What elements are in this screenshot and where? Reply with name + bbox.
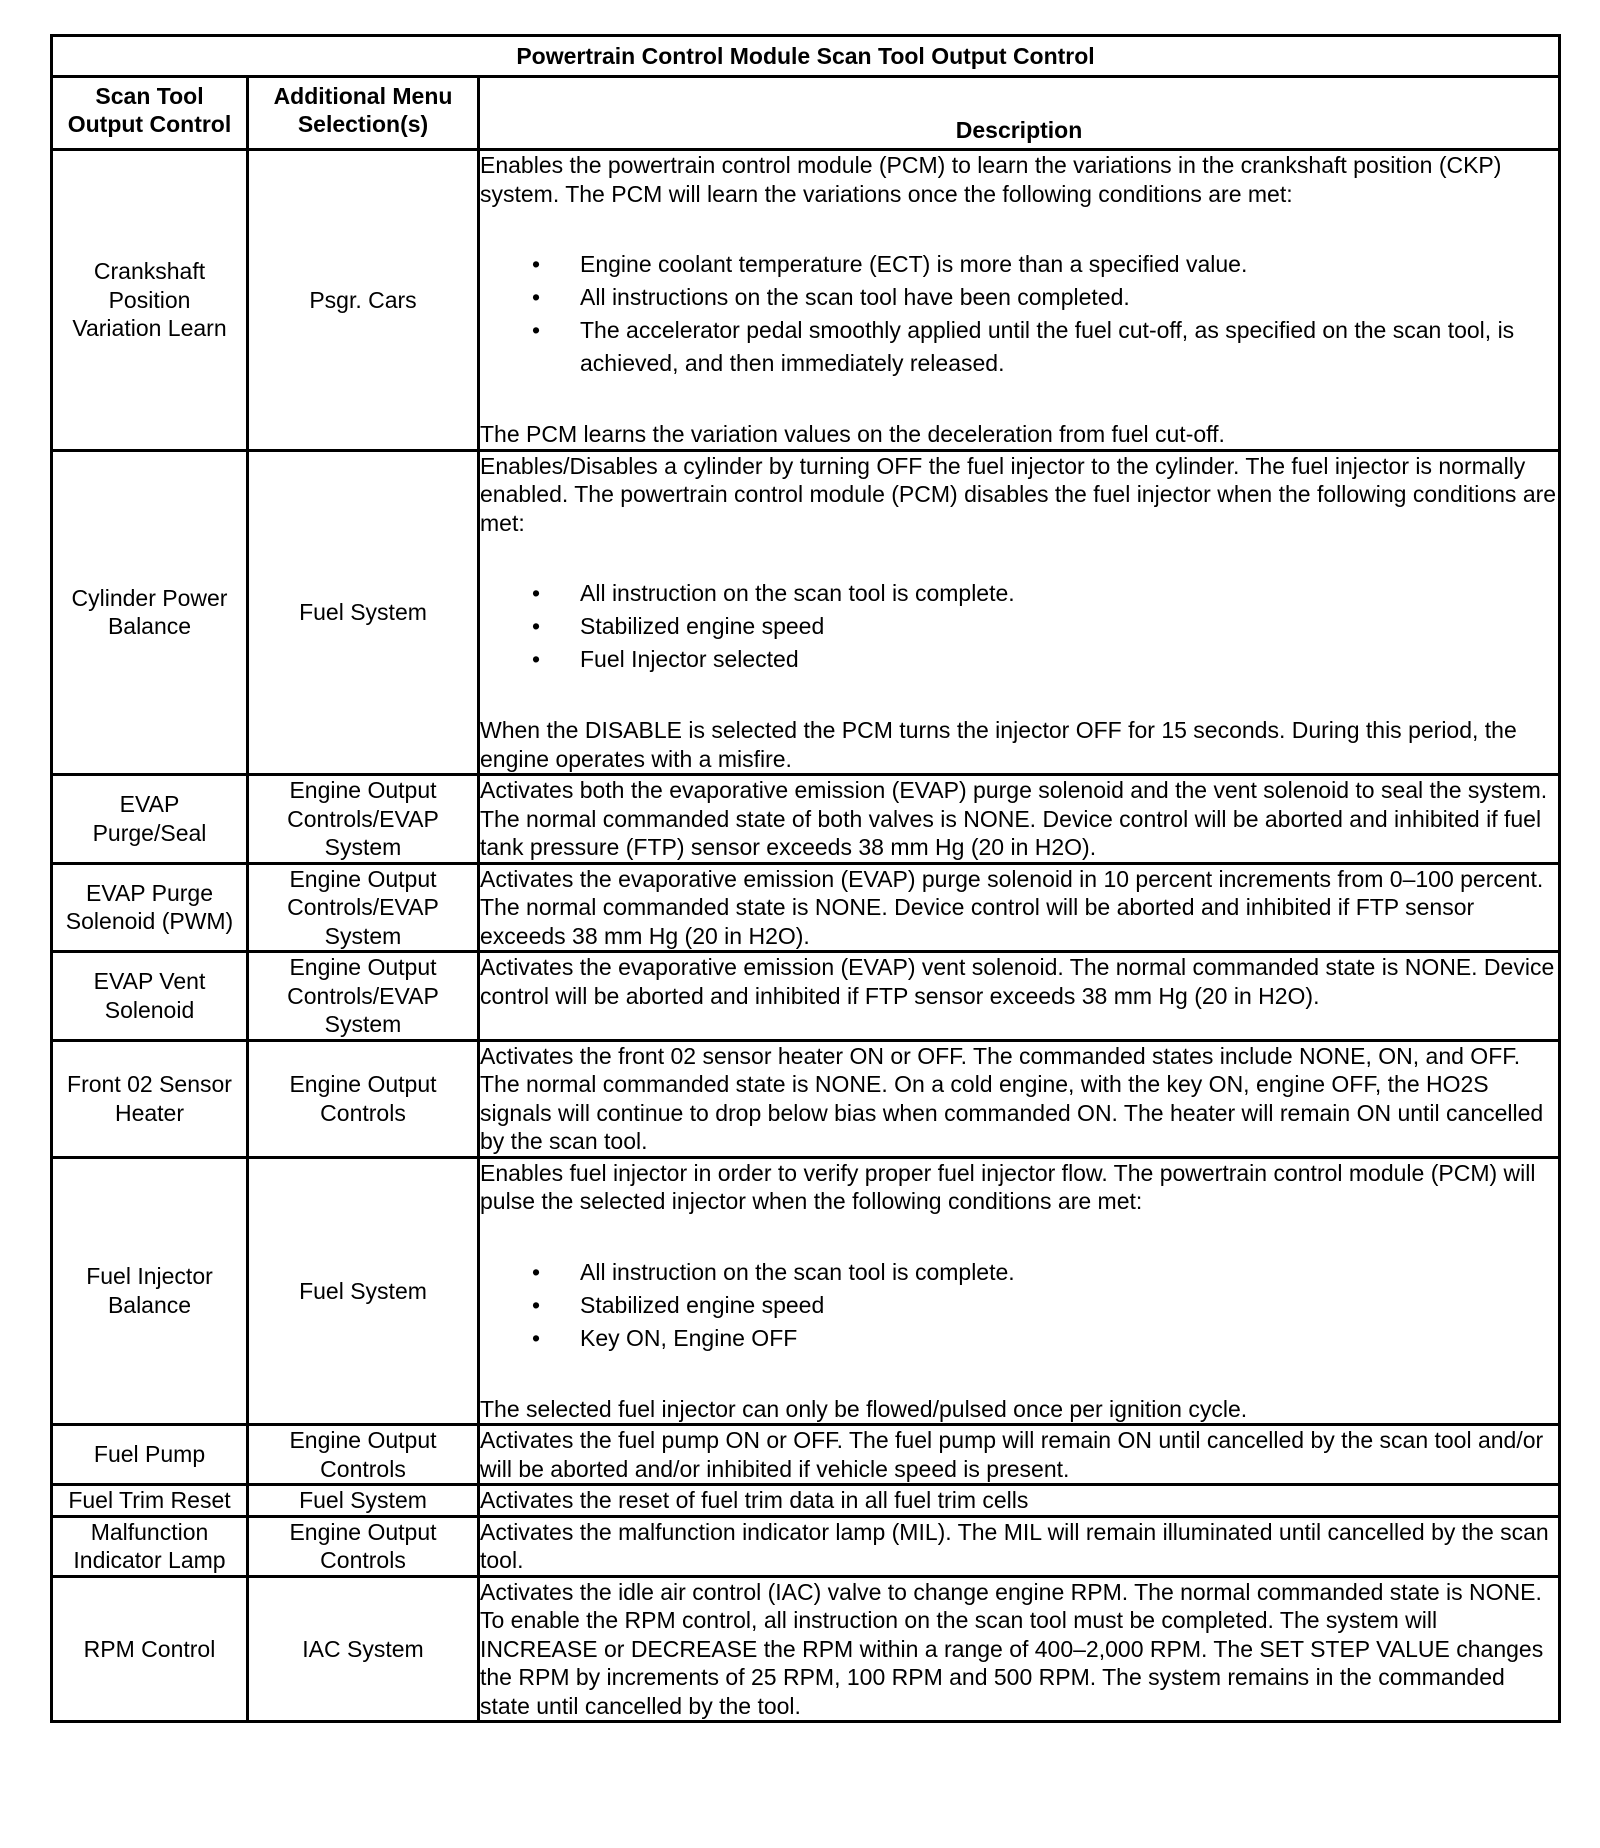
spacer: [480, 537, 1558, 577]
description-text: Activates the evaporative emission (EVAP) purge solenoid in 10 percent increments from 0–100 percent. The normal commanded state is NONE. Device control will be aborted and inhibited if FTP sensor exceeds 38 mm Hg (20 in H2O).: [480, 865, 1544, 949]
condition-text: All instruction on the scan tool is complete.: [580, 580, 1015, 606]
condition-list: [480, 577, 1558, 676]
output-control-cell: [52, 863, 248, 952]
spacer: [480, 380, 1558, 420]
menu-selection-line: Fuel System: [299, 599, 427, 625]
menu-selection-line: Controls: [320, 1547, 406, 1573]
bullet-icon: •: [532, 317, 541, 343]
table-row: [52, 1485, 1560, 1517]
menu-selection-line: Controls/EVAP: [287, 982, 439, 1009]
output-control-line: RPM Control: [83, 1635, 216, 1662]
description-text: Activates the idle air control (IAC) valve to change engine RPM. The normal commanded state is NONE. To enable the RPM control, all instruction on the scan tool must be completed. The system will INCREASE or DECREASE the RPM within a range of 400–2,000 RPM. The SET STEP VALUE changes the RPM by increments of 25 RPM, 100 RPM and 500 RPM. The system remains in the commanded state until cancelled by the tool.: [480, 1578, 1544, 1719]
output-control-table: [50, 34, 1561, 1723]
menu-selection-line: Engine Output: [289, 1427, 437, 1453]
header-additional-menu-selections: [248, 77, 479, 150]
condition-item: [532, 610, 1558, 643]
description-text: Enables fuel injector in order to verify proper fuel injector flow. The powertrain control module (PCM) will pulse the selected injector when the following conditions are met:: [480, 1159, 1536, 1214]
condition-item: [532, 577, 1558, 610]
output-control-line: Fuel Injector: [86, 1263, 213, 1290]
menu-selection-line: Psgr. Cars: [309, 286, 417, 313]
menu-selection-line: Engine Output: [289, 1071, 437, 1097]
description-cell: [479, 1157, 1560, 1425]
description-note: The PCM learns the variation values on the deceleration from fuel cut-off.: [480, 421, 1225, 447]
condition-item: [532, 643, 1558, 676]
table-row: [52, 863, 1560, 952]
menu-selection-line: System: [324, 1011, 402, 1037]
output-control-line: EVAP Vent: [93, 968, 206, 995]
table-row: [52, 1425, 1560, 1485]
header-row: [52, 77, 1560, 150]
table-row: [52, 1040, 1560, 1157]
condition-text: Fuel Injector selected: [580, 646, 799, 672]
description-text: Activates the fuel pump ON or OFF. The fuel pump will remain ON until cancelled by the scan tool and/or will be aborted and/or inhibited if vehicle speed is present.: [480, 1427, 1544, 1482]
menu-selection-cell: [248, 863, 479, 952]
header-line: Scan Tool: [95, 83, 204, 109]
description-text: Activates the reset of fuel trim data in all fuel trim cells: [480, 1487, 1029, 1513]
output-control-cell: [52, 1157, 248, 1425]
description-text: Enables the powertrain control module (PCM) to learn the variations in the crankshaft position (CKP) system. The PCM will learn the variations once the following conditions are met:: [480, 152, 1502, 207]
description-text: Activates the evaporative emission (EVAP) vent solenoid. The normal commanded state is NONE. Device control will be aborted and inhibited if FTP sensor exceeds 38 mm Hg (20 in H2O).: [480, 954, 1555, 1009]
description-cell: [479, 1516, 1560, 1576]
menu-selection-line: Controls: [320, 1455, 406, 1482]
spacer: [480, 1355, 1558, 1395]
output-control-line: Purge/Seal: [92, 819, 207, 846]
description-cell: [479, 863, 1560, 952]
condition-text: All instructions on the scan tool have been completed.: [580, 284, 1130, 310]
menu-selection-line: System: [324, 834, 402, 860]
output-control-cell: [52, 1485, 248, 1517]
menu-selection-cell: [248, 1516, 479, 1576]
bullet-icon: •: [532, 646, 541, 672]
menu-selection-cell: [248, 1040, 479, 1157]
bullet-icon: •: [532, 613, 541, 639]
header-description: Description: [479, 77, 1560, 150]
menu-selection-cell: [248, 1425, 479, 1485]
condition-item: [532, 1322, 1558, 1355]
table-row: [52, 952, 1560, 1041]
condition-text: The accelerator pedal smoothly applied until the fuel cut-off, as specified on the scan tool, is achieved, and then immediately released.: [580, 317, 1515, 376]
description-text: Activates the front 02 sensor heater ON or OFF. The commanded states include NONE, ON, and OFF. The normal commanded state is NONE. On a cold engine, with the key ON, engine OFF, the HO2S signals will continue to drop below bias when commanded ON. The heater will remain ON until cancelled by the scan tool.: [480, 1042, 1544, 1154]
menu-selection-line: Fuel System: [299, 1487, 427, 1513]
condition-item: [532, 1256, 1558, 1289]
output-control-cell: [52, 1040, 248, 1157]
header-line: Additional Menu: [273, 83, 453, 109]
output-control-line: Fuel Pump: [93, 1441, 206, 1468]
bullet-icon: •: [532, 1258, 541, 1285]
output-control-cell: [52, 1576, 248, 1722]
output-control-cell: [52, 775, 248, 864]
menu-selection-cell: [248, 450, 479, 775]
description-note: The selected fuel injector can only be flowed/pulsed once per ignition cycle.: [480, 1395, 1248, 1422]
output-control-line: Front 02 Sensor: [67, 1071, 232, 1097]
menu-selection-line: Controls/EVAP: [287, 805, 439, 832]
output-control-line: EVAP Purge: [85, 879, 213, 906]
table-title: Powertrain Control Module Scan Tool Output Control: [52, 36, 1560, 77]
description-text: Activates both the evaporative emission (EVAP) purge solenoid and the vent solenoid to seal the system. The normal commanded state of both valves is NONE. Device control will be aborted and inhibited if fuel tank pressure (FTP) sensor exceeds 38 mm Hg (20 in H2O).: [480, 777, 1548, 860]
menu-selection-cell: [248, 1157, 479, 1425]
output-control-line: Cylinder Power: [71, 584, 228, 611]
menu-selection-line: Engine Output: [289, 865, 437, 892]
description-cell: [479, 952, 1560, 1041]
menu-selection-cell: [248, 1576, 479, 1722]
menu-selection-line: Fuel System: [299, 1277, 427, 1304]
condition-text: Stabilized engine speed: [580, 1291, 825, 1318]
header-line: Output Control: [67, 111, 232, 137]
bullet-icon: •: [532, 1324, 541, 1351]
spacer: [480, 676, 1558, 716]
condition-item: [532, 281, 1558, 314]
condition-text: All instruction on the scan tool is complete.: [580, 1258, 1015, 1285]
description-cell: [479, 450, 1560, 775]
bullet-icon: •: [532, 284, 541, 310]
menu-selection-line: Engine Output: [289, 777, 437, 803]
table-row: [52, 1516, 1560, 1576]
table-body: [52, 150, 1560, 1722]
condition-item: [532, 248, 1558, 281]
output-control-line: Solenoid: [104, 996, 195, 1023]
menu-selection-line: Controls/EVAP: [287, 894, 439, 920]
description-text: Enables/Disables a cylinder by turning OFF the fuel injector to the cylinder. The fuel injector is normally enabled. The powertrain control module (PCM) disables the fuel injector when the following conditions are met:: [480, 452, 1557, 536]
description-cell: [479, 1040, 1560, 1157]
output-control-line: Fuel Trim Reset: [68, 1487, 231, 1513]
output-control-line: Solenoid (PWM): [65, 908, 234, 935]
table-row: [52, 1576, 1560, 1722]
menu-selection-cell: [248, 150, 479, 451]
output-control-cell: [52, 150, 248, 451]
menu-selection-line: Engine Output: [289, 1518, 437, 1545]
output-control-line: Indicator Lamp: [73, 1547, 226, 1573]
bullet-icon: •: [532, 1291, 541, 1318]
output-control-line: Crankshaft: [93, 258, 206, 284]
menu-selection-line: System: [324, 922, 402, 949]
description-note: When the DISABLE is selected the PCM turns the injector OFF for 15 seconds. During this period, the engine operates with a misfire.: [480, 717, 1517, 772]
output-control-line: Balance: [107, 613, 192, 640]
output-control-line: EVAP: [119, 791, 180, 818]
description-cell: [479, 1425, 1560, 1485]
menu-selection-cell: [248, 952, 479, 1041]
output-control-cell: [52, 450, 248, 775]
menu-selection-line: Engine Output: [289, 954, 437, 980]
spacer: [480, 208, 1558, 248]
output-control-line: Balance: [107, 1291, 192, 1318]
table-row: [52, 450, 1560, 775]
menu-selection-cell: [248, 1485, 479, 1517]
table-row: [52, 775, 1560, 864]
output-control-cell: [52, 1516, 248, 1576]
header-scan-tool-output-control: [52, 77, 248, 150]
output-control-line: Variation Learn: [72, 315, 227, 341]
description-text: Activates the malfunction indicator lamp (MIL). The MIL will remain illuminated until cancelled by the scan tool.: [480, 1518, 1549, 1573]
condition-list: [480, 1256, 1558, 1355]
spacer: [480, 1216, 1558, 1256]
description-cell: [479, 150, 1560, 451]
header-line: Selection(s): [297, 111, 429, 137]
output-control-line: Malfunction: [90, 1518, 209, 1545]
condition-item: [532, 1289, 1558, 1322]
output-control-cell: [52, 1425, 248, 1485]
condition-list: [480, 248, 1558, 380]
description-cell: [479, 775, 1560, 864]
menu-selection-cell: [248, 775, 479, 864]
table-row: [52, 1157, 1560, 1425]
output-control-line: Position: [108, 286, 191, 313]
output-control-line: Heater: [114, 1099, 185, 1126]
menu-selection-line: Controls: [320, 1099, 406, 1126]
description-cell: [479, 1485, 1560, 1517]
bullet-icon: •: [532, 580, 541, 606]
bullet-icon: •: [532, 251, 541, 277]
description-cell: [479, 1576, 1560, 1722]
menu-selection-line: IAC System: [302, 1635, 424, 1662]
condition-text: Stabilized engine speed: [580, 613, 825, 639]
condition-text: Key ON, Engine OFF: [580, 1324, 798, 1351]
output-control-cell: [52, 952, 248, 1041]
title-row: [52, 36, 1560, 77]
condition-text: Engine coolant temperature (ECT) is more than a specified value.: [580, 251, 1248, 277]
condition-item: [532, 314, 1558, 380]
table-row: [52, 150, 1560, 451]
